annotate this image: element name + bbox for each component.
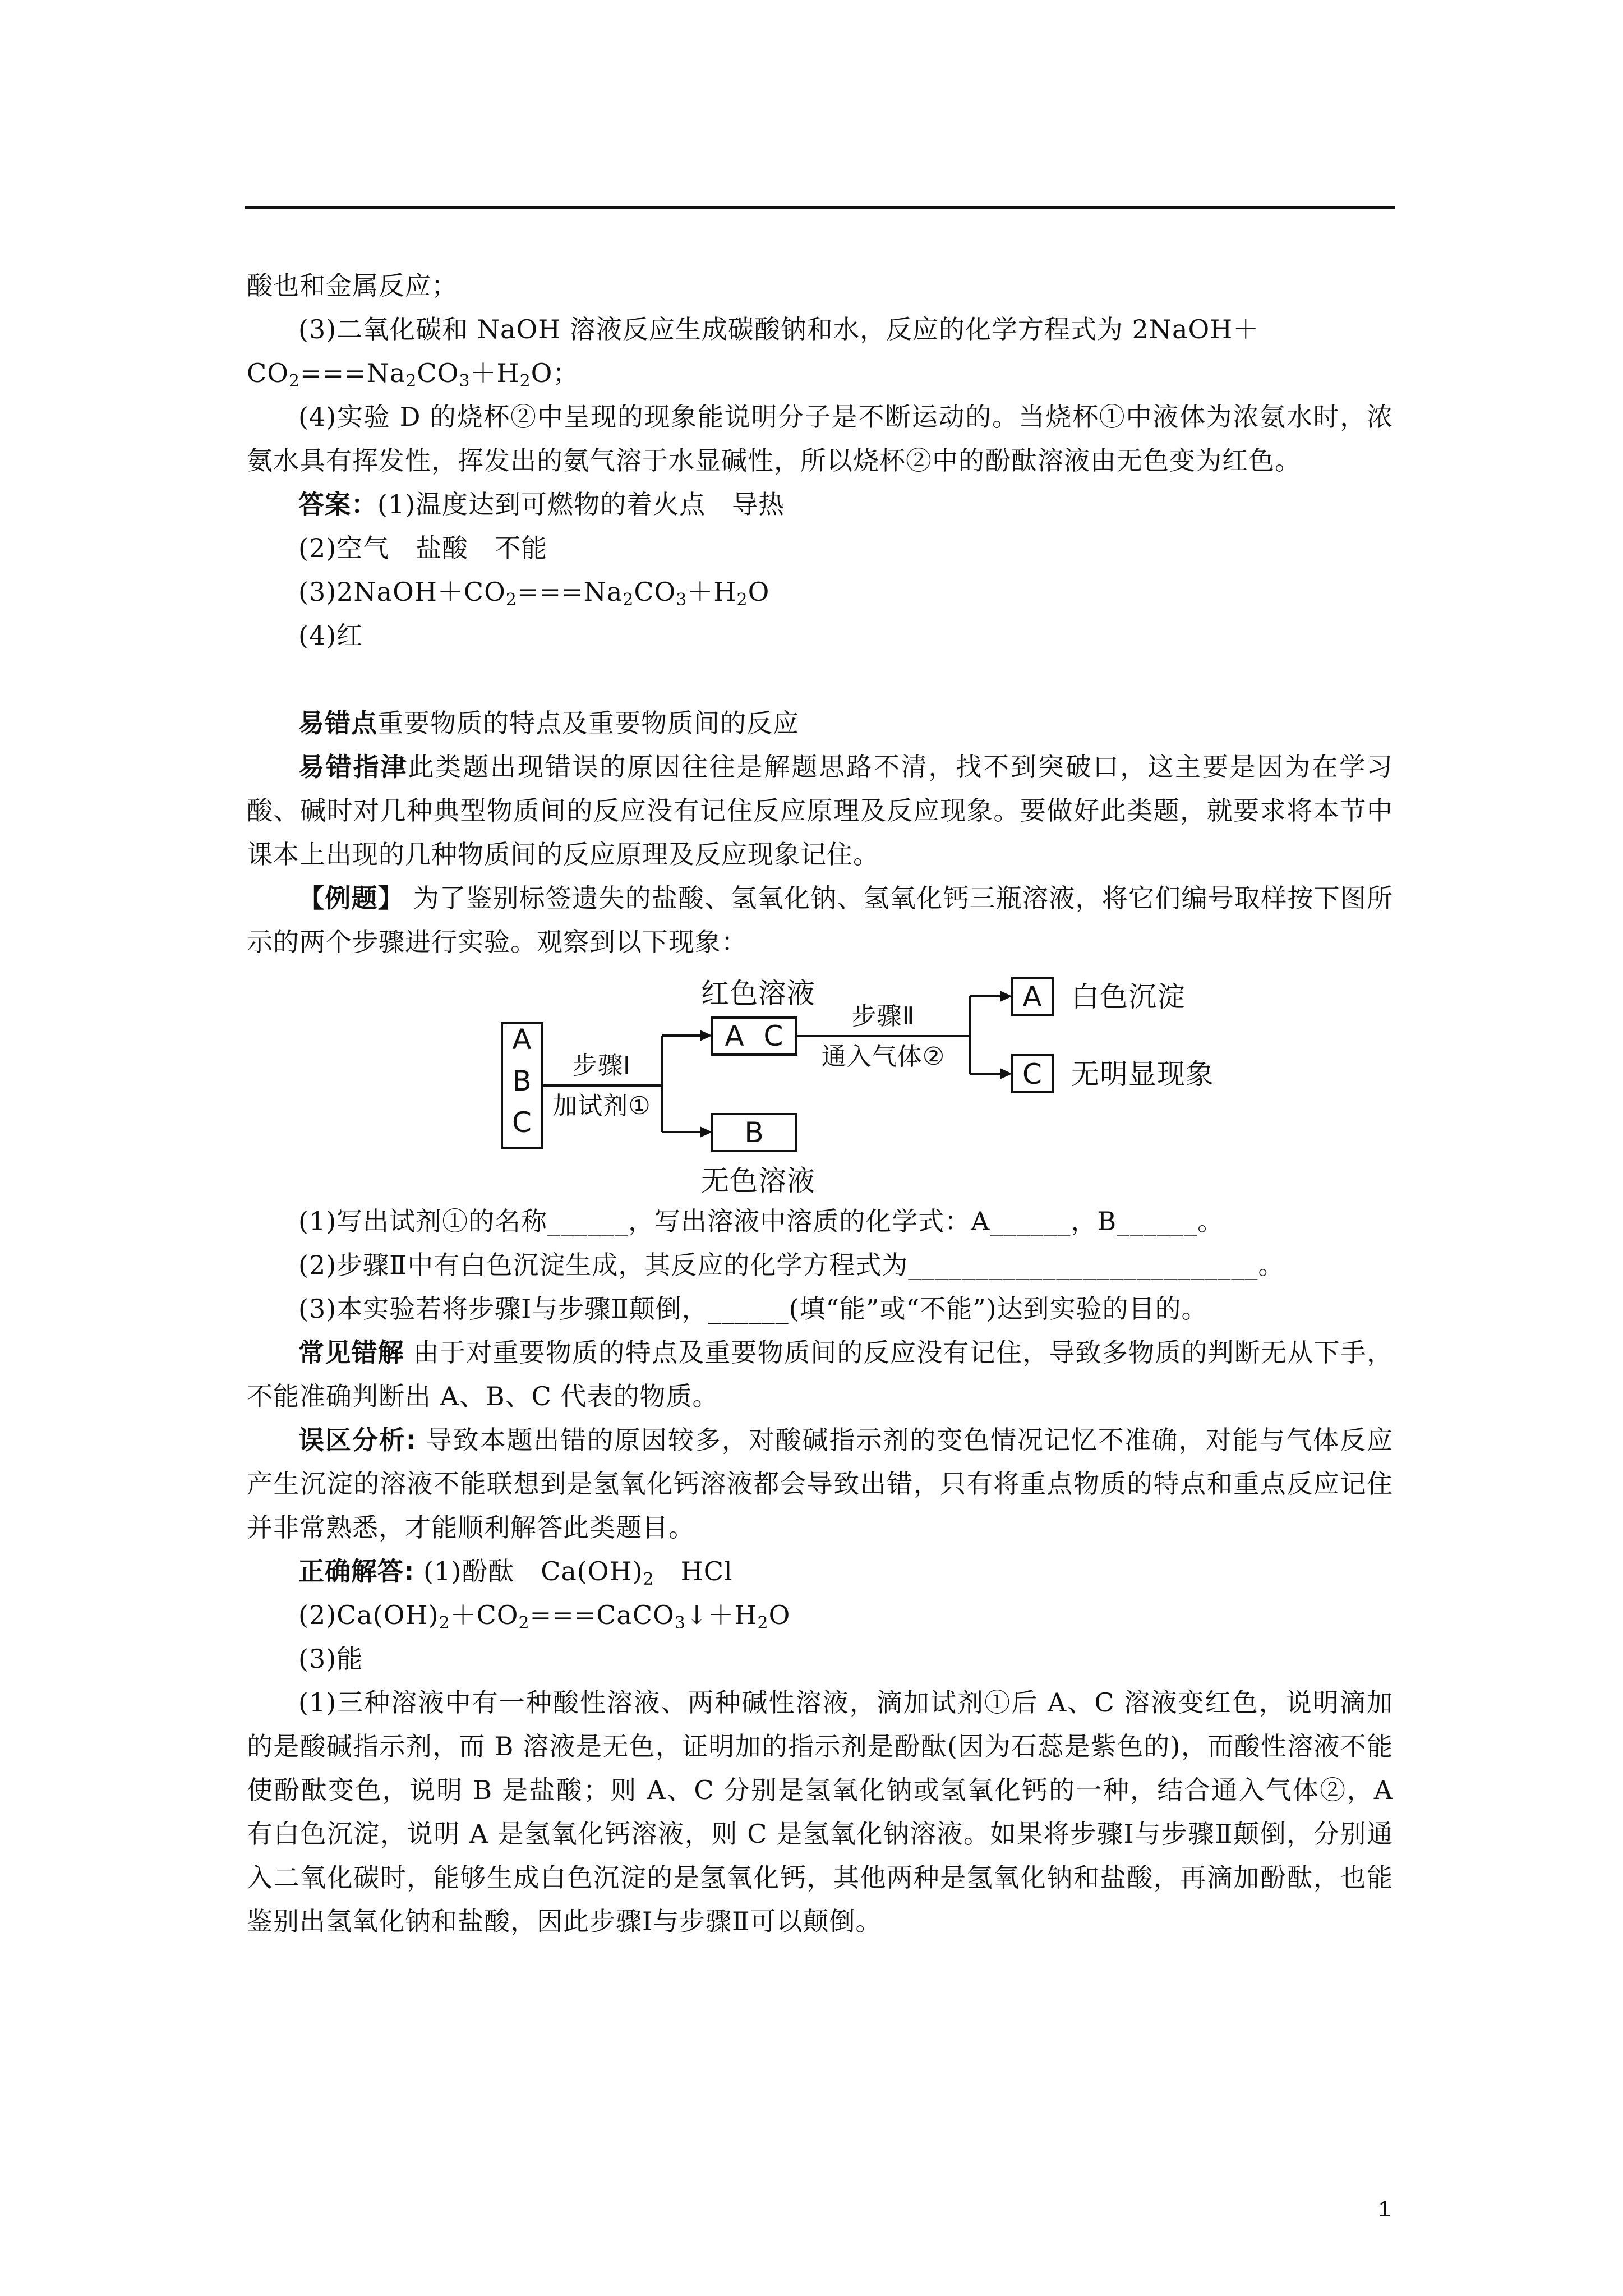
result-a-letter: A: [1022, 981, 1043, 1013]
text-run: CO: [634, 577, 676, 607]
text-run: (3)2NaOH＋CO: [298, 577, 506, 607]
subscript: 2: [288, 371, 301, 391]
subscript: 2: [643, 1570, 654, 1589]
text-run: ↓＋H: [685, 1600, 758, 1630]
text-run: (2)Ca(OH): [298, 1600, 439, 1630]
page-number: 1: [1378, 2197, 1391, 2221]
text-run: CO: [417, 358, 459, 388]
flow-diagram-svg: [247, 964, 1393, 1199]
subscript: 2: [405, 371, 417, 391]
subscript: 2: [623, 590, 634, 610]
red-solution-label: 红色溶液: [701, 977, 815, 1010]
start-letter-a: A: [512, 1023, 532, 1056]
text-run: HCl: [654, 1556, 733, 1586]
paragraph-item-3: (3)二氧化碳和 NaOH 溶液反应生成碳酸钠和水，反应的化学方程式为 2NaOH＋: [298, 314, 1260, 344]
subscript: 3: [459, 371, 471, 391]
subscript: 2: [518, 1613, 530, 1633]
colorless-box-letter: B: [744, 1116, 764, 1149]
correct-answer-explanation: (1)三种溶液中有一种酸性溶液、两种碱性溶液，滴加试剂①后 A、C 溶液变红色，说明滴加的是酸碱指示剂，而 B 溶液是无色，证明加的指示剂是酚酞(因为石蕊是紫色的)，而酸性溶液不能使酚酞变色，说明 B 是盐酸；则 A、C 分别是氢氧化钠或氢氧化钙的一种，结合通入气体②，A 有白色沉淀，说明 A 是氢氧化钙溶液，则 C 是氢氧化钠溶液。如果将步骤Ⅰ与步骤Ⅱ颠倒，分别通入二氧化碳时，能够生成白色沉淀的是氢氧化钙，其他两种是氢氧化钠和盐酸，再滴加酚酞，也能鉴别出氢氧化钠和盐酸，因此步骤Ⅰ与步骤Ⅱ可以颠倒。: [247, 1687, 1393, 1936]
result-c-letter: C: [1022, 1058, 1043, 1091]
correct-answer-line-2: [247, 1593, 1393, 1637]
error-point-text: 重要物质的特点及重要物质间的反应: [377, 708, 799, 738]
document-body: [247, 264, 1393, 1943]
error-analysis: [247, 1418, 1393, 1549]
example-text: 为了鉴别标签遗失的盐酸、氢氧化钠、氢氧化钙三瓶溶液，将它们编号取样按下图所示的两个步骤进行实验。观察到以下现象：: [247, 883, 1394, 957]
error-point: [247, 701, 1393, 745]
correct-label: 正确解答:: [298, 1556, 415, 1586]
start-letter-c: C: [512, 1106, 532, 1139]
common-error-label: 常见错解: [298, 1337, 404, 1368]
header-rule: [245, 206, 1395, 209]
paragraph-continuation: 酸也和金属反应；: [247, 270, 458, 301]
paragraph-item-4: (4)实验 D 的烧杯②中呈现的现象能说明分子是不断运动的。当烧杯①中液体为浓氨水时，浓氨水具有挥发性，挥发出的氨气溶于水显碱性，所以烧杯②中的酚酞溶液由无色变为红色。: [247, 402, 1393, 476]
answer-line-2: (2)空气 盐酸 不能: [298, 533, 548, 563]
subscript: 2: [736, 590, 748, 610]
correct-answer-line-1: [247, 1549, 1393, 1593]
red-box-letters: A C: [725, 1020, 784, 1052]
subscript: 2: [757, 1613, 769, 1633]
text-run: ＋H: [470, 358, 520, 388]
analysis-text: 导致本题出错的原因较多，对酸碱指示剂的变色情况记忆不准确，对能与气体反应产生沉淀的溶液不能联想到是氢氧化钙溶液都会导致出错，只有将重点物质的特点和重点反应记住并非常熟悉，才能顺利解答此类题目。: [247, 1425, 1393, 1543]
correct-answer-line-3: (3)能: [298, 1644, 363, 1674]
example-question: [247, 876, 1393, 964]
result-a-text: 白色沉淀: [1071, 981, 1186, 1013]
error-guide: [247, 745, 1393, 876]
text-run: O: [748, 577, 770, 607]
subscript: 2: [439, 1613, 450, 1633]
start-letter-b: B: [512, 1065, 532, 1097]
error-guide-label: 易错指津: [298, 752, 408, 782]
arrowhead-red: [700, 1030, 712, 1041]
step1-reagent-label: 加试剂①: [552, 1092, 651, 1120]
step2-gas-label: 通入气体②: [821, 1042, 946, 1071]
step1-label: 步骤Ⅰ: [573, 1051, 631, 1080]
answer-label: 答案：: [298, 489, 377, 519]
paragraph-equation-line: [247, 351, 1393, 395]
text-run: ===CaCO: [529, 1600, 675, 1630]
arrowhead-result-a: [1000, 991, 1012, 1002]
example-label: 【例题】: [298, 883, 404, 913]
common-error-text: 由于对重要物质的特点及重要物质间的反应没有记住，导致多物质的判断无从下手，不能准确判断出 A、B、C 代表的物质。: [247, 1337, 1394, 1411]
text-run: ===Na: [300, 358, 406, 388]
subscript: 3: [674, 1613, 686, 1633]
subscript: 2: [519, 371, 531, 391]
arrowhead-result-c: [1000, 1068, 1012, 1079]
text-run: O: [768, 1600, 791, 1630]
answer-line-1: [247, 482, 1393, 526]
error-guide-text: 此类题出现错误的原因往往是解题思路不清，找不到突破口，这主要是因为在学习酸、碱时对几种典型物质间的反应没有记住反应原理及反应现象。要做好此类题，就要求将本节中课本上出现的几种物质间的反应原理及反应现象记住。: [247, 752, 1394, 869]
question-2: (2)步骤Ⅱ中有白色沉淀生成，其反应的化学方程式为__________________________。: [298, 1250, 1285, 1280]
step2-label: 步骤Ⅱ: [851, 1002, 915, 1030]
spacer: [247, 657, 1393, 701]
text-run: O；: [531, 358, 579, 388]
answer-line-4: (4)红: [298, 620, 363, 651]
question-3: (3)本实验若将步骤Ⅰ与步骤Ⅱ颠倒，______(填“能”或“不能”)达到实验的目的。: [298, 1294, 1208, 1324]
error-point-label: 易错点: [298, 708, 377, 738]
text-run: ===Na: [517, 577, 623, 607]
experiment-flow-diagram: [247, 964, 1393, 1199]
text-run: ＋CO: [450, 1600, 519, 1630]
colorless-solution-label: 无色溶液: [701, 1165, 815, 1197]
arrowhead-colorless: [700, 1126, 712, 1138]
common-error: [247, 1331, 1393, 1418]
text-run: (1)酚酞 Ca(OH): [414, 1556, 643, 1586]
answer-text: (1)温度达到可燃物的着火点 导热: [377, 489, 785, 519]
text-run: CO: [247, 358, 289, 388]
subscript: 2: [505, 590, 517, 610]
text-run: ＋H: [687, 577, 737, 607]
subscript: 3: [676, 590, 688, 610]
analysis-label: 误区分析:: [298, 1425, 417, 1455]
answer-line-3: [247, 570, 1393, 614]
result-c-text: 无明显现象: [1071, 1058, 1214, 1091]
question-1: (1)写出试剂①的名称______，写出溶液中溶质的化学式：A______，B______。: [298, 1206, 1224, 1236]
